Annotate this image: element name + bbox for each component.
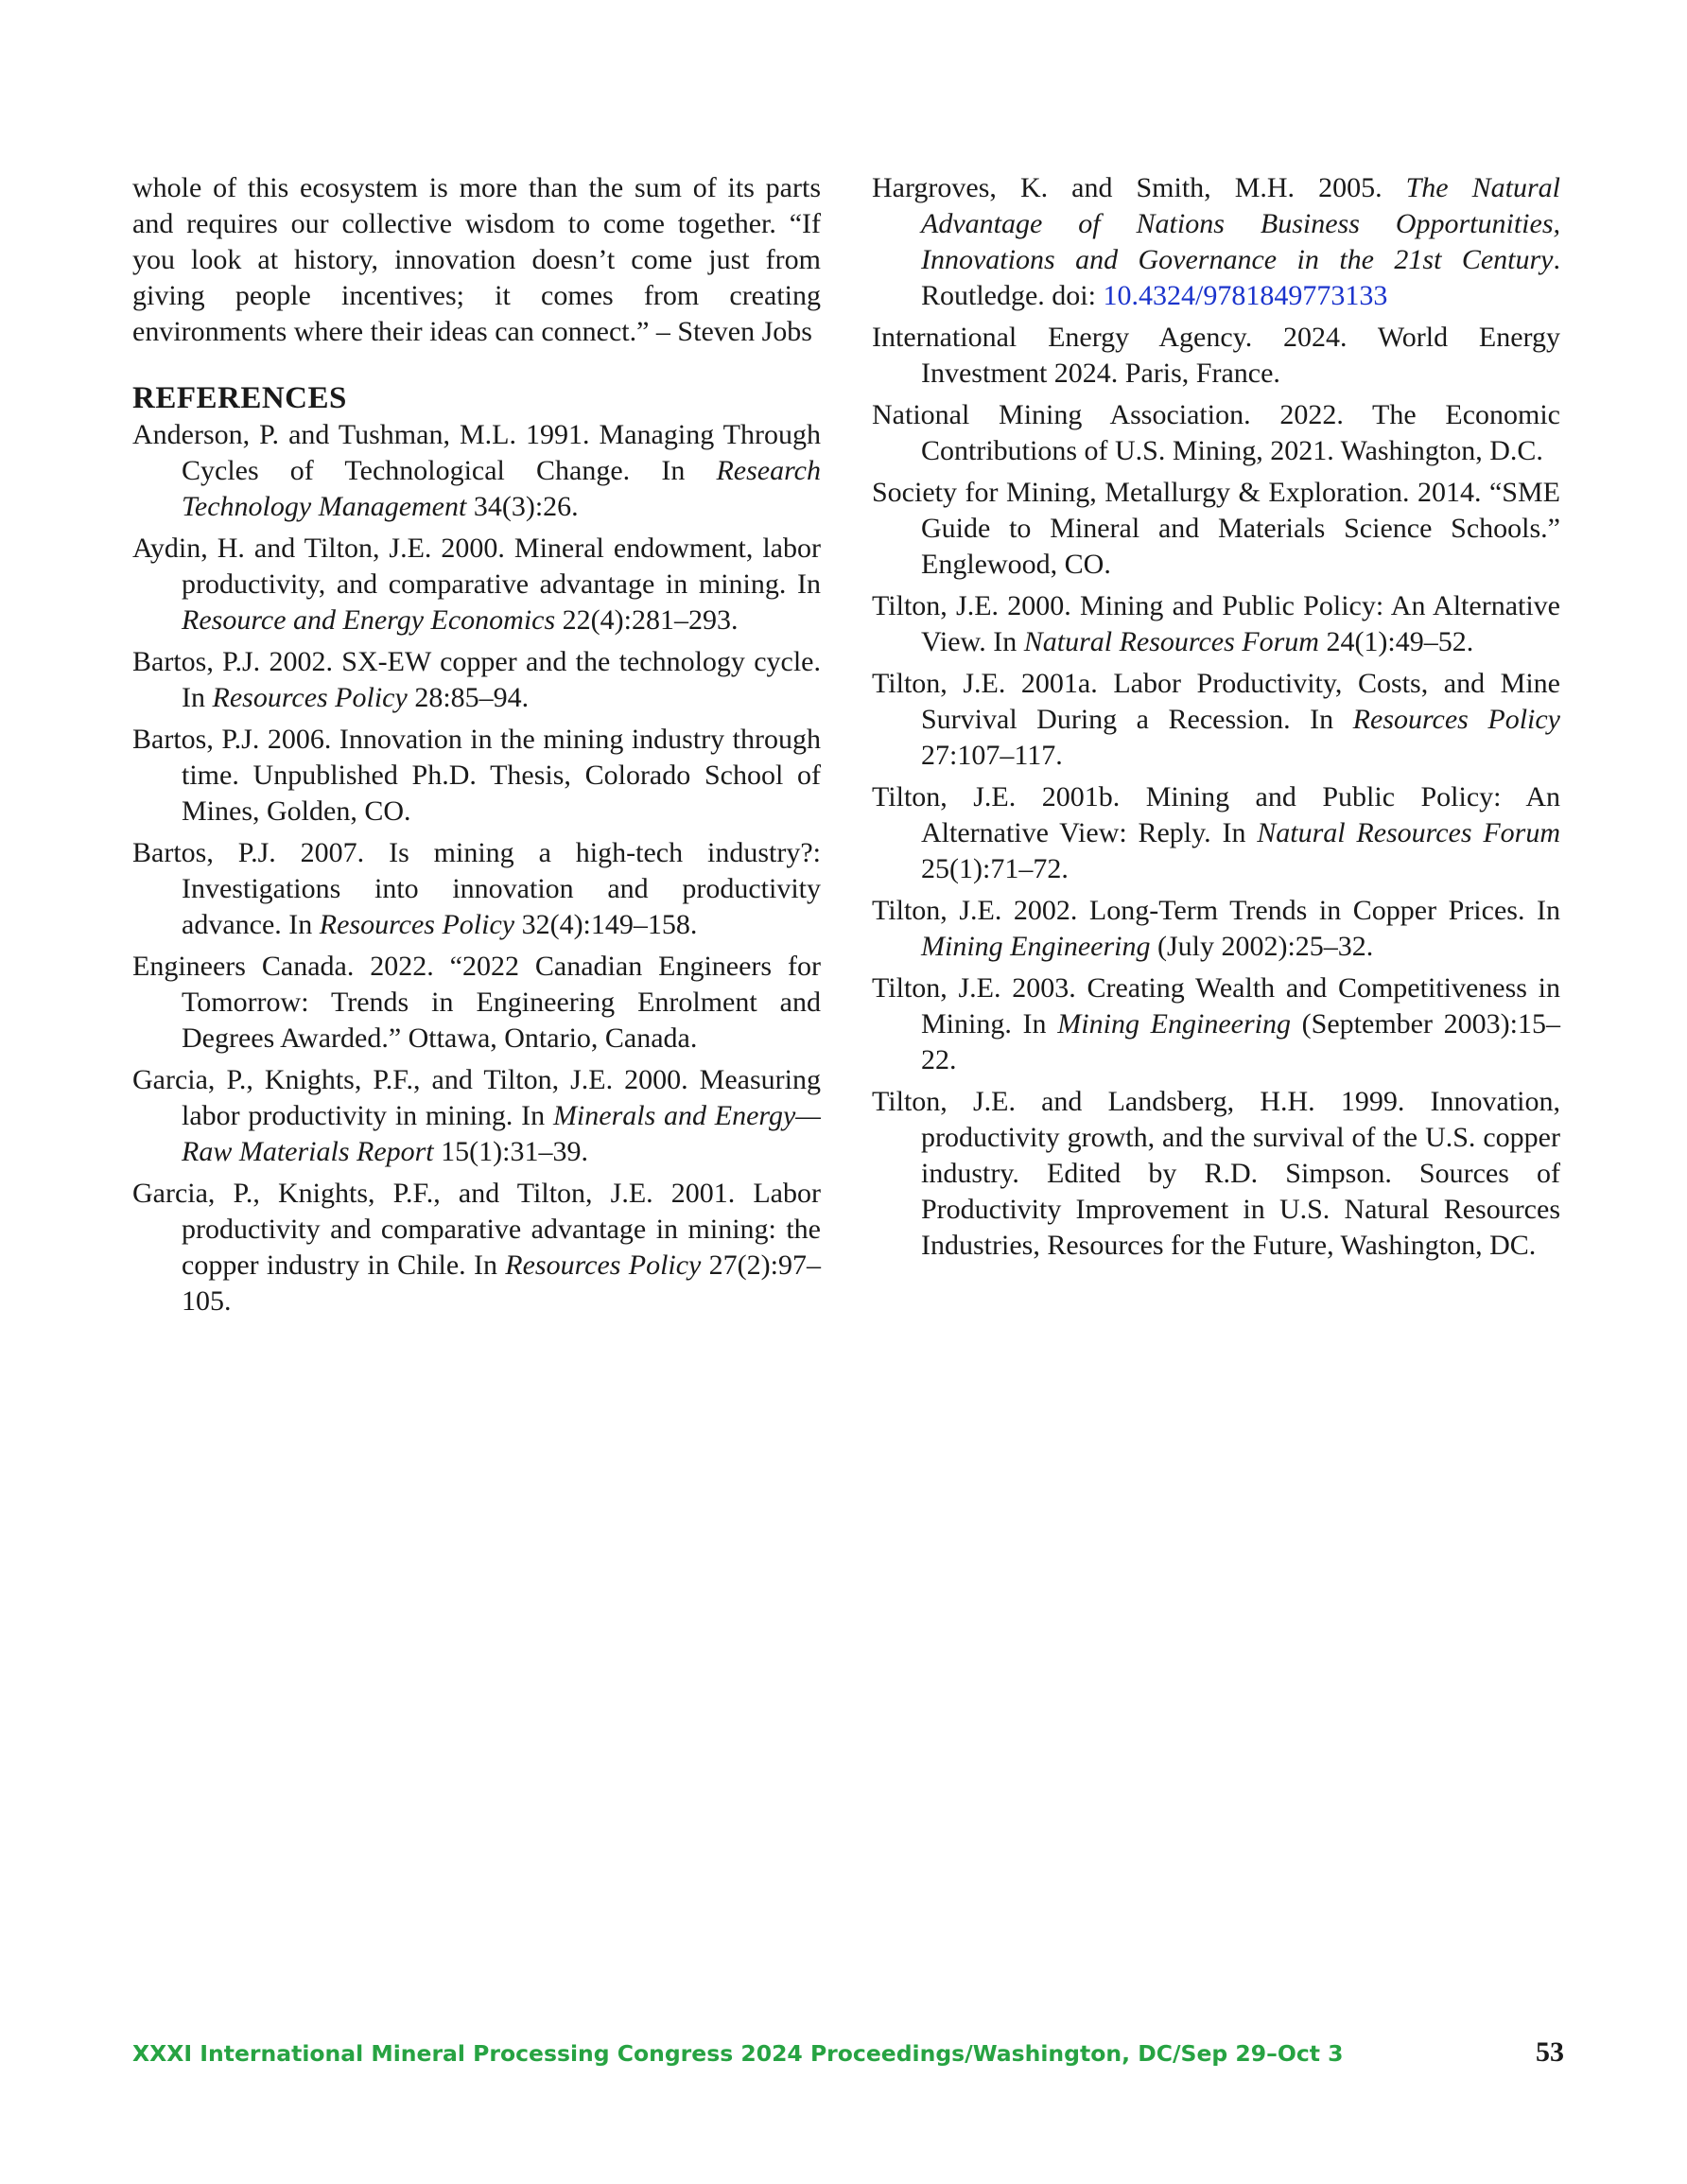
intro-paragraph: whole of this ecosystem is more than the sum of its parts and requires our collective wisdom to come together. “If you look at history, innovation doesn’t come just from giving people incentives; it comes from creating environments where their ideas can connect.” – Steven Jobs [132,172,821,347]
reference-entry: Bartos, P.J. 2006. Innovation in the mining industry through time. Unpublished Ph.D. Thesis, Colorado School of Mines, Golden, CO. [132,724,821,827]
reference-entry: Anderson, P. and Tushman, M.L. 1991. Managing Through Cycles of Technological Change. In Research Technology Management 34(3):26. [132,419,821,522]
reference-entry: Hargroves, K. and Smith, M.H. 2005. The Natural Advantage of Nations Business Opportunities, Innovations and Governance in the 21st Century. Routledge. doi: 10.4324/9781849773133 [872,172,1560,311]
reference-entry: Garcia, P., Knights, P.F., and Tilton, J.E. 2001. Labor productivity and comparative advantage in mining: the copper industry in Chile. In Resources Policy 27(2):97–105. [132,1178,821,1317]
reference-entry: Tilton, J.E. 2003. Creating Wealth and Competitiveness in Mining. In Mining Engineering (September 2003):15–22. [872,972,1561,1075]
references-heading: REFERENCES [132,381,347,415]
doi-link[interactable]: 10.4324/9781849773133 [1103,280,1388,311]
reference-entry: Tilton, J.E. 2000. Mining and Public Policy: An Alternative View. In Natural Resources Forum 24(1):49–52. [872,590,1560,657]
reference-entry: Aydin, H. and Tilton, J.E. 2000. Mineral endowment, labor productivity, and comparative advantage in mining. In Resource and Energy Economics 22(4):281–293. [132,533,821,636]
reference-entry: Society for Mining, Metallurgy & Exploration. 2014. “SME Guide to Mineral and Materials Science Schools.” Englewood, CO. [872,477,1560,580]
reference-entry: Tilton, J.E. and Landsberg, H.H. 1999. Innovation, productivity growth, and the survival of the U.S. copper industry. Edited by R.D. Simpson. Sources of Productivity Improvement in U.S. Natural Resources Industries, Resources for the Future, Washington, DC. [872,1086,1560,1261]
reference-entry: Bartos, P.J. 2007. Is mining a high-tech industry?: Investigations into innovation and productivity advance. In Resources Policy 32(4):149–158. [132,837,821,940]
page-number: 53 [1536,2036,1564,2068]
reference-entry: Garcia, P., Knights, P.F., and Tilton, J.E. 2000. Measuring labor productivity in mining. In Minerals and Energy—Raw Materials Report 15(1):31–39. [132,1064,821,1167]
reference-entry: Tilton, J.E. 2001a. Labor Productivity, Costs, and Mine Survival During a Recession. In Resources Policy 27:107–117. [872,668,1560,771]
left-column [132,170,821,1325]
reference-entry: Tilton, J.E. 2002. Long-Term Trends in Copper Prices. In Mining Engineering (July 2002):25–32. [872,895,1560,962]
reference-entry: National Mining Association. 2022. The Economic Contributions of U.S. Mining, 2021. Washington, D.C. [872,399,1560,466]
reference-entry: Tilton, J.E. 2001b. Mining and Public Policy: An Alternative View: Reply. In Natural Resources Forum 25(1):71–72. [872,781,1560,884]
reference-entry: Bartos, P.J. 2002. SX-EW copper and the technology cycle. In Resources Policy 28:85–94. [132,646,821,713]
reference-entry: Engineers Canada. 2022. “2022 Canadian Engineers for Tomorrow: Trends in Engineering Enrolment and Degrees Awarded.” Ottawa, Ontario, Canada. [132,951,821,1054]
footer-conference: XXXI International Mineral Processing Congress 2024 Proceedings/Washington, DC/Sep 29–Oct 3 [132,2040,1344,2067]
right-column [872,170,1560,1269]
reference-entry: International Energy Agency. 2024. World Energy Investment 2024. Paris, France. [872,322,1560,389]
